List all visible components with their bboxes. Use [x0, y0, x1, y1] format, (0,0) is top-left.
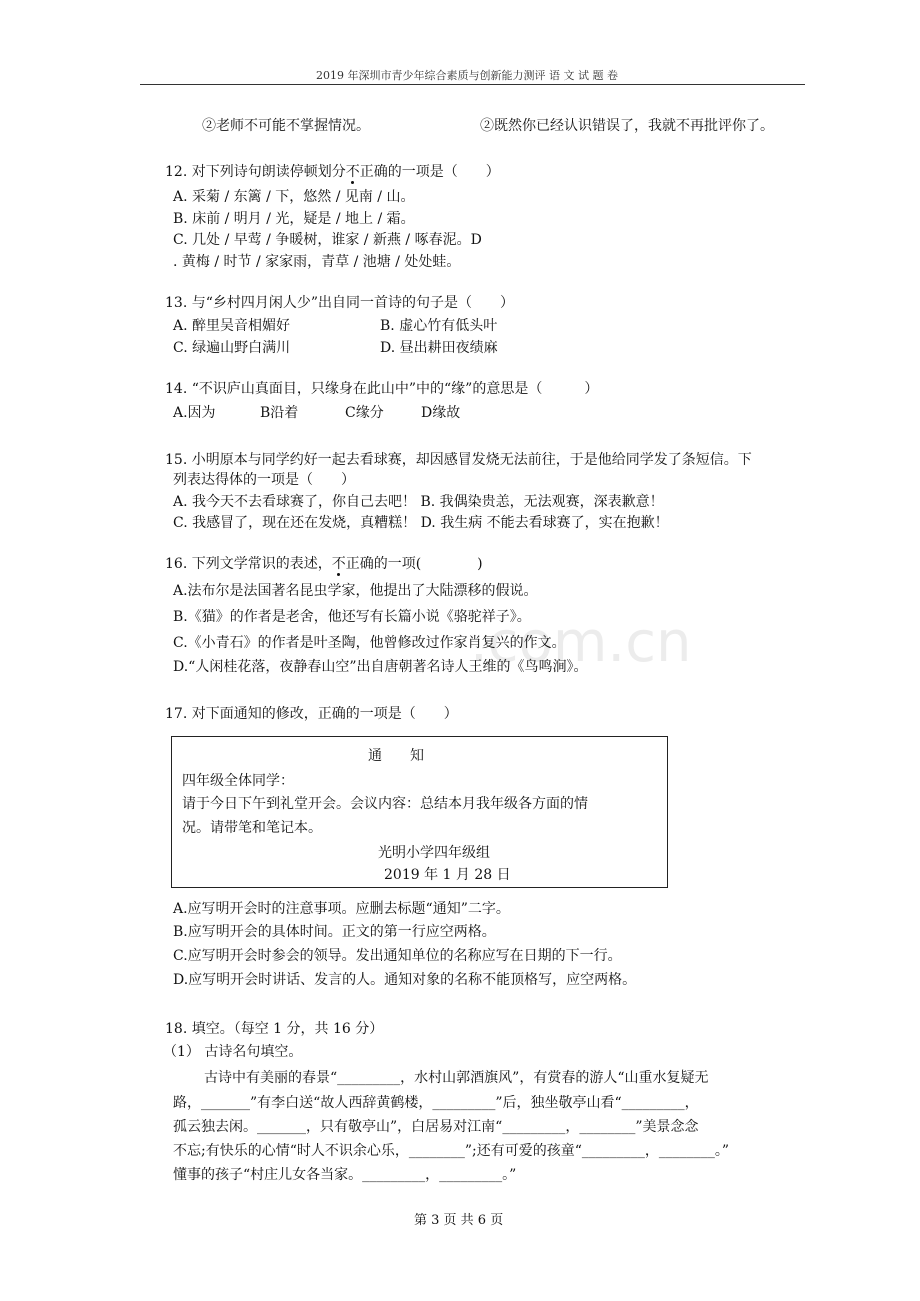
- q16-option-a: A.法布尔是法国著名昆虫学家，他提出了大陆漂移的假说。: [173, 583, 538, 599]
- q14-option-a: A.因为: [173, 405, 216, 421]
- notice-body-line2: 况。请带笔和笔记本。: [182, 820, 322, 836]
- q13-option-b: B. 虚心竹有低头叶: [380, 318, 498, 334]
- q17-option-b: B.应写明开会的具体时间。正文的第一行应空两格。: [173, 924, 496, 940]
- notice-date: 2019 年 1 月 28 日: [384, 867, 511, 883]
- notice-title: 通 知: [368, 748, 424, 764]
- q18-fill-line-5: 懂事的孩子“村庄儿女各当家。_________，_________。”: [173, 1167, 517, 1183]
- q18-fill-line-1: 古诗中有美丽的春景“_________，水村山郭酒旗风”，有赏春的游人“山重水复疑无: [204, 1070, 709, 1086]
- question-13-stem: 13. 与“乡村四月闲人少”出自同一首诗的句子是（ ）: [165, 295, 515, 311]
- emphasis-char: 不: [331, 556, 346, 572]
- q12-option-a: A. 采菊 / 东篱 / 下，悠然 / 见南 / 山。: [173, 189, 415, 205]
- q17-option-d: D.应写明开会时讲话、发言的人。通知对象的名称不能顶格写，应空两格。: [173, 972, 637, 988]
- stem-tail: 正确的一项( ): [345, 556, 483, 572]
- prev-option-left: ②老师不可能不掌握情况。: [202, 118, 370, 134]
- q13-option-d: D. 昼出耕田夜绩麻: [380, 340, 498, 356]
- question-17-stem: 17. 对下面通知的修改，正确的一项是（ ）: [165, 706, 458, 722]
- emphasis-char: 不: [345, 164, 360, 180]
- notice-body-line1: 请于今日下午到礼堂开会。会议内容：总结本月我年级各方面的情: [182, 796, 588, 812]
- prev-option-right: ②既然你已经认识错误了，我就不再批评你了。: [480, 118, 774, 134]
- stem-tail: 正确的一项是（ ）: [359, 164, 500, 180]
- q18-fill-line-3: 孤云独去闲。_______，只有敬亭山”，白居易对江南“_________，________”美景念念: [173, 1119, 699, 1135]
- question-12-stem: [165, 162, 500, 182]
- q18-fill-line-4: 不忘;有快乐的心情“时人不识余心乐，________”;还有可爱的孩童“_________，________。”: [173, 1143, 730, 1159]
- stem-text: 16. 下列文学常识的表述，: [165, 556, 332, 572]
- q18-sub1: （1） 古诗名句填空。: [163, 1044, 303, 1060]
- watermark: .com.cn: [470, 610, 692, 675]
- header-rule: [140, 84, 805, 85]
- question-16-stem: [165, 554, 483, 574]
- stem-text: 12. 对下列诗句朗读停顿划分: [165, 164, 346, 180]
- q14-option-b: B沿着: [260, 405, 299, 421]
- q14-option-c: C缘分: [345, 405, 384, 421]
- q17-option-c: C.应写明开会时参会的领导。发出通知单位的名称应写在日期的下一行。: [173, 948, 622, 964]
- q14-option-d: D缘故: [421, 405, 461, 421]
- notice-addressee: 四年级全体同学：: [182, 773, 294, 789]
- question-18-stem: 18. 填空。（每空 1 分，共 16 分）: [165, 1021, 384, 1037]
- q13-option-a: A. 醉里吴音相媚好: [173, 318, 291, 334]
- page-header: 2019 年深圳市青少年综合素质与创新能力测评 语 文 试 题 卷: [316, 69, 618, 82]
- page-number: 第 3 页 共 6 页: [414, 1213, 504, 1228]
- q15-options-cd: C. 我感冒了，现在还在发烧，真糟糕！ D. 我生病 不能去看球赛了，实在抱歉！: [173, 515, 669, 531]
- q12-option-d: . 黄梅 / 时节 / 家家雨，青草 / 池塘 / 处处蛙。: [173, 254, 461, 270]
- q16-option-b: B.《猫》的作者是老舍，他还写有长篇小说《骆驼祥子》。: [173, 609, 531, 625]
- q17-option-a: A.应写明开会时的注意事项。应删去标题“通知”二字。: [173, 901, 510, 917]
- question-15-stem-line2: 列表达得体的一项是（ ）: [173, 472, 355, 488]
- question-15-stem: 15. 小明原本与同学约好一起去看球赛，却因感冒发烧无法前往，于是他给同学发了条短信。下: [165, 452, 752, 468]
- q15-options-ab: A. 我今天不去看球赛了，你自己去吧！ B. 我偶染贵恙，无法观赛，深表歉意！: [173, 494, 664, 510]
- q18-fill-line-2: 路，_______”有李白送“故人西辞黄鹤楼，_________”后，独坐敬亭山看“_________，: [173, 1095, 699, 1111]
- q16-option-d: D.“人闲桂花落，夜静春山空”出自唐朝著名诗人王维的《鸟鸣涧》。: [173, 659, 588, 675]
- q16-option-c: C.《小青石》的作者是叶圣陶，他曾修改过作家肖复兴的作文。: [173, 635, 566, 651]
- notice-box: [171, 736, 668, 888]
- question-14-stem: 14. “不识庐山真面目，只缘身在此山中”中的“缘”的意思是（ ）: [165, 381, 599, 397]
- q12-option-c: C. 几处 / 早莺 / 争暖树，谁家 / 新燕 / 啄春泥。D: [173, 232, 482, 248]
- q13-option-c: C. 绿遍山野白满川: [173, 340, 291, 356]
- notice-sender: 光明小学四年级组: [378, 845, 490, 861]
- q12-option-b: B. 床前 / 明月 / 光，疑是 / 地上 / 霜。: [173, 211, 415, 227]
